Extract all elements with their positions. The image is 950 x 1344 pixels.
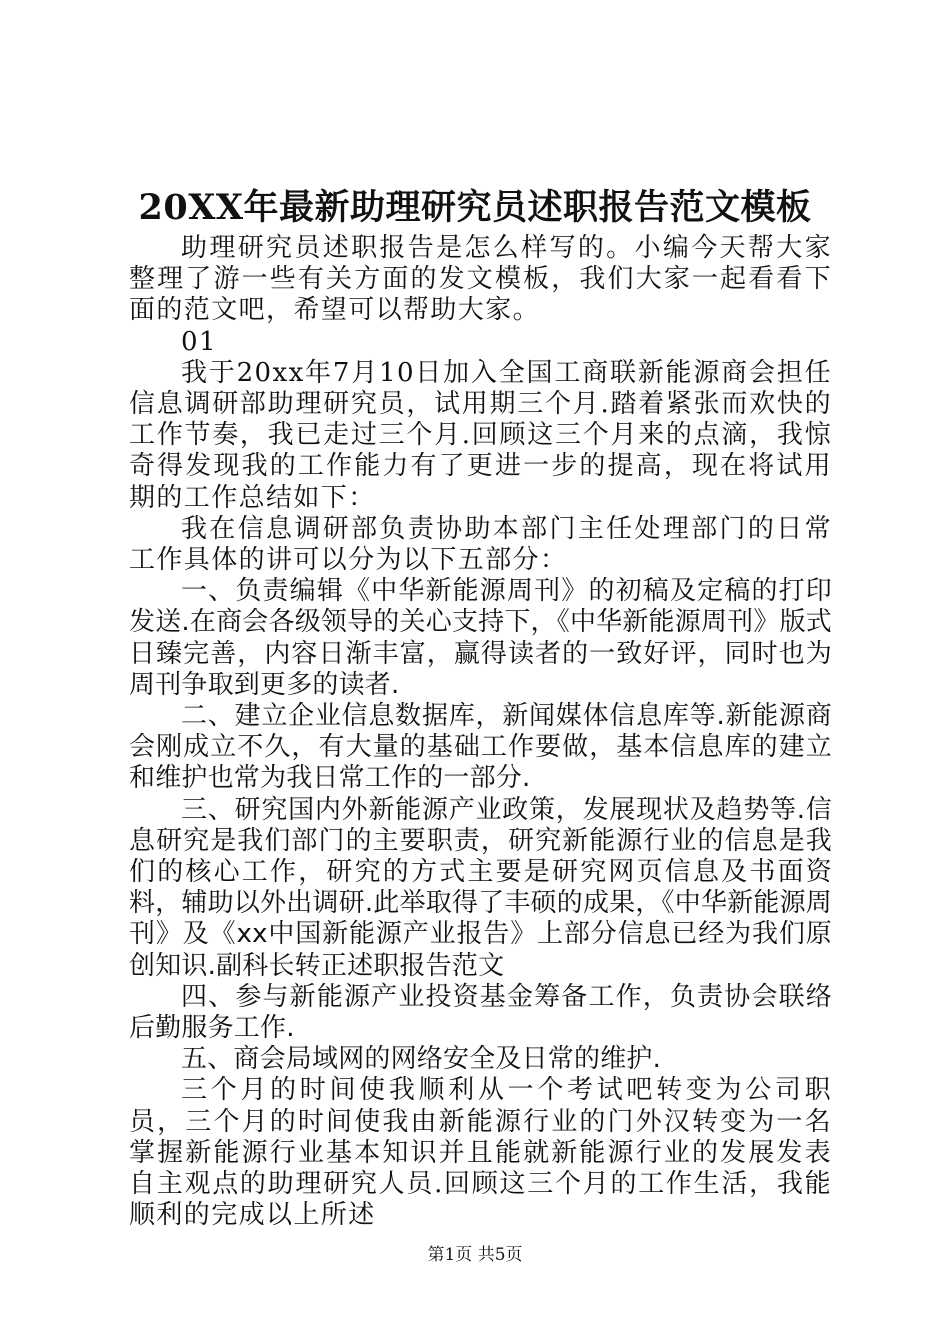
paragraph-duties: 我在信息调研部负责协助本部门主任处理部门的日常工作具体的讲可以分为以下五部分： [129, 513, 832, 576]
paragraph-item-1: 一、负责编辑《中华新能源周刊》的初稿及定稿的打印发送.在商会各级领导的关心支持下，《中华新能源周刊》版式日臻完善，内容日渐丰富，赢得读者的一致好评，同时也为周刊争取到更多的读者. [129, 576, 832, 700]
intro-paragraph: 助理研究员述职报告是怎么样写的。小编今天帮大家整理了游一些有关方面的发文模板，我们大家一起看看下面的范文吧，希望可以帮助大家。 [129, 233, 832, 326]
paragraph-item-2: 二、建立企业信息数据库，新闻媒体信息库等.新能源商会刚成立不久，有大量的基础工作要做，基本信息库的建立和维护也常为我日常工作的一部分. [129, 701, 832, 794]
page-footer: 第1页 共5页 [427, 1245, 523, 1265]
document-body [129, 233, 832, 1232]
paragraph-summary: 三个月的时间使我顺利从一个考试吧转变为公司职员，三个月的时间使我由新能源行业的门外汉转变为一名掌握新能源行业基本知识并且能就新能源行业的发展发表自主观点的助理研究人员.回顾这三个月的工作生活，我能顺利的完成以上所述 [129, 1075, 832, 1231]
section-number: 01 [181, 326, 217, 357]
paragraph-item-4: 四、参与新能源产业投资基金筹备工作，负责协会联络后勤服务工作. [129, 981, 832, 1044]
paragraph-item-5: 五、商会局域网的网络安全及日常的维护. [181, 1044, 662, 1075]
paragraph-item-3: 三、研究国内外新能源产业政策，发展现状及趋势等.信息研究是我们部门的主要职责，研究新能源行业的信息是我们的核心工作，研究的方式主要是研究网页信息及书面资料，辅助以外出调研.此举取得了丰硕的成果，《中华新能源周刊》及《xx中国新能源产业报告》上部分信息已经为我们原创知识.副科长转正述职报告范文 [129, 794, 832, 981]
document-title: 20XX年最新助理研究员述职报告范文模板 [138, 187, 812, 228]
paragraph-join: 我于20xx年7月10日加入全国工商联新能源商会担任信息调研部助理研究员，试用期三个月.踏着紧张而欢快的工作节奏，我已走过三个月.回顾这三个月来的点滴，我惊奇得发现我的工作能力有了更进一步的提高，现在将试用期的工作总结如下： [129, 357, 832, 513]
